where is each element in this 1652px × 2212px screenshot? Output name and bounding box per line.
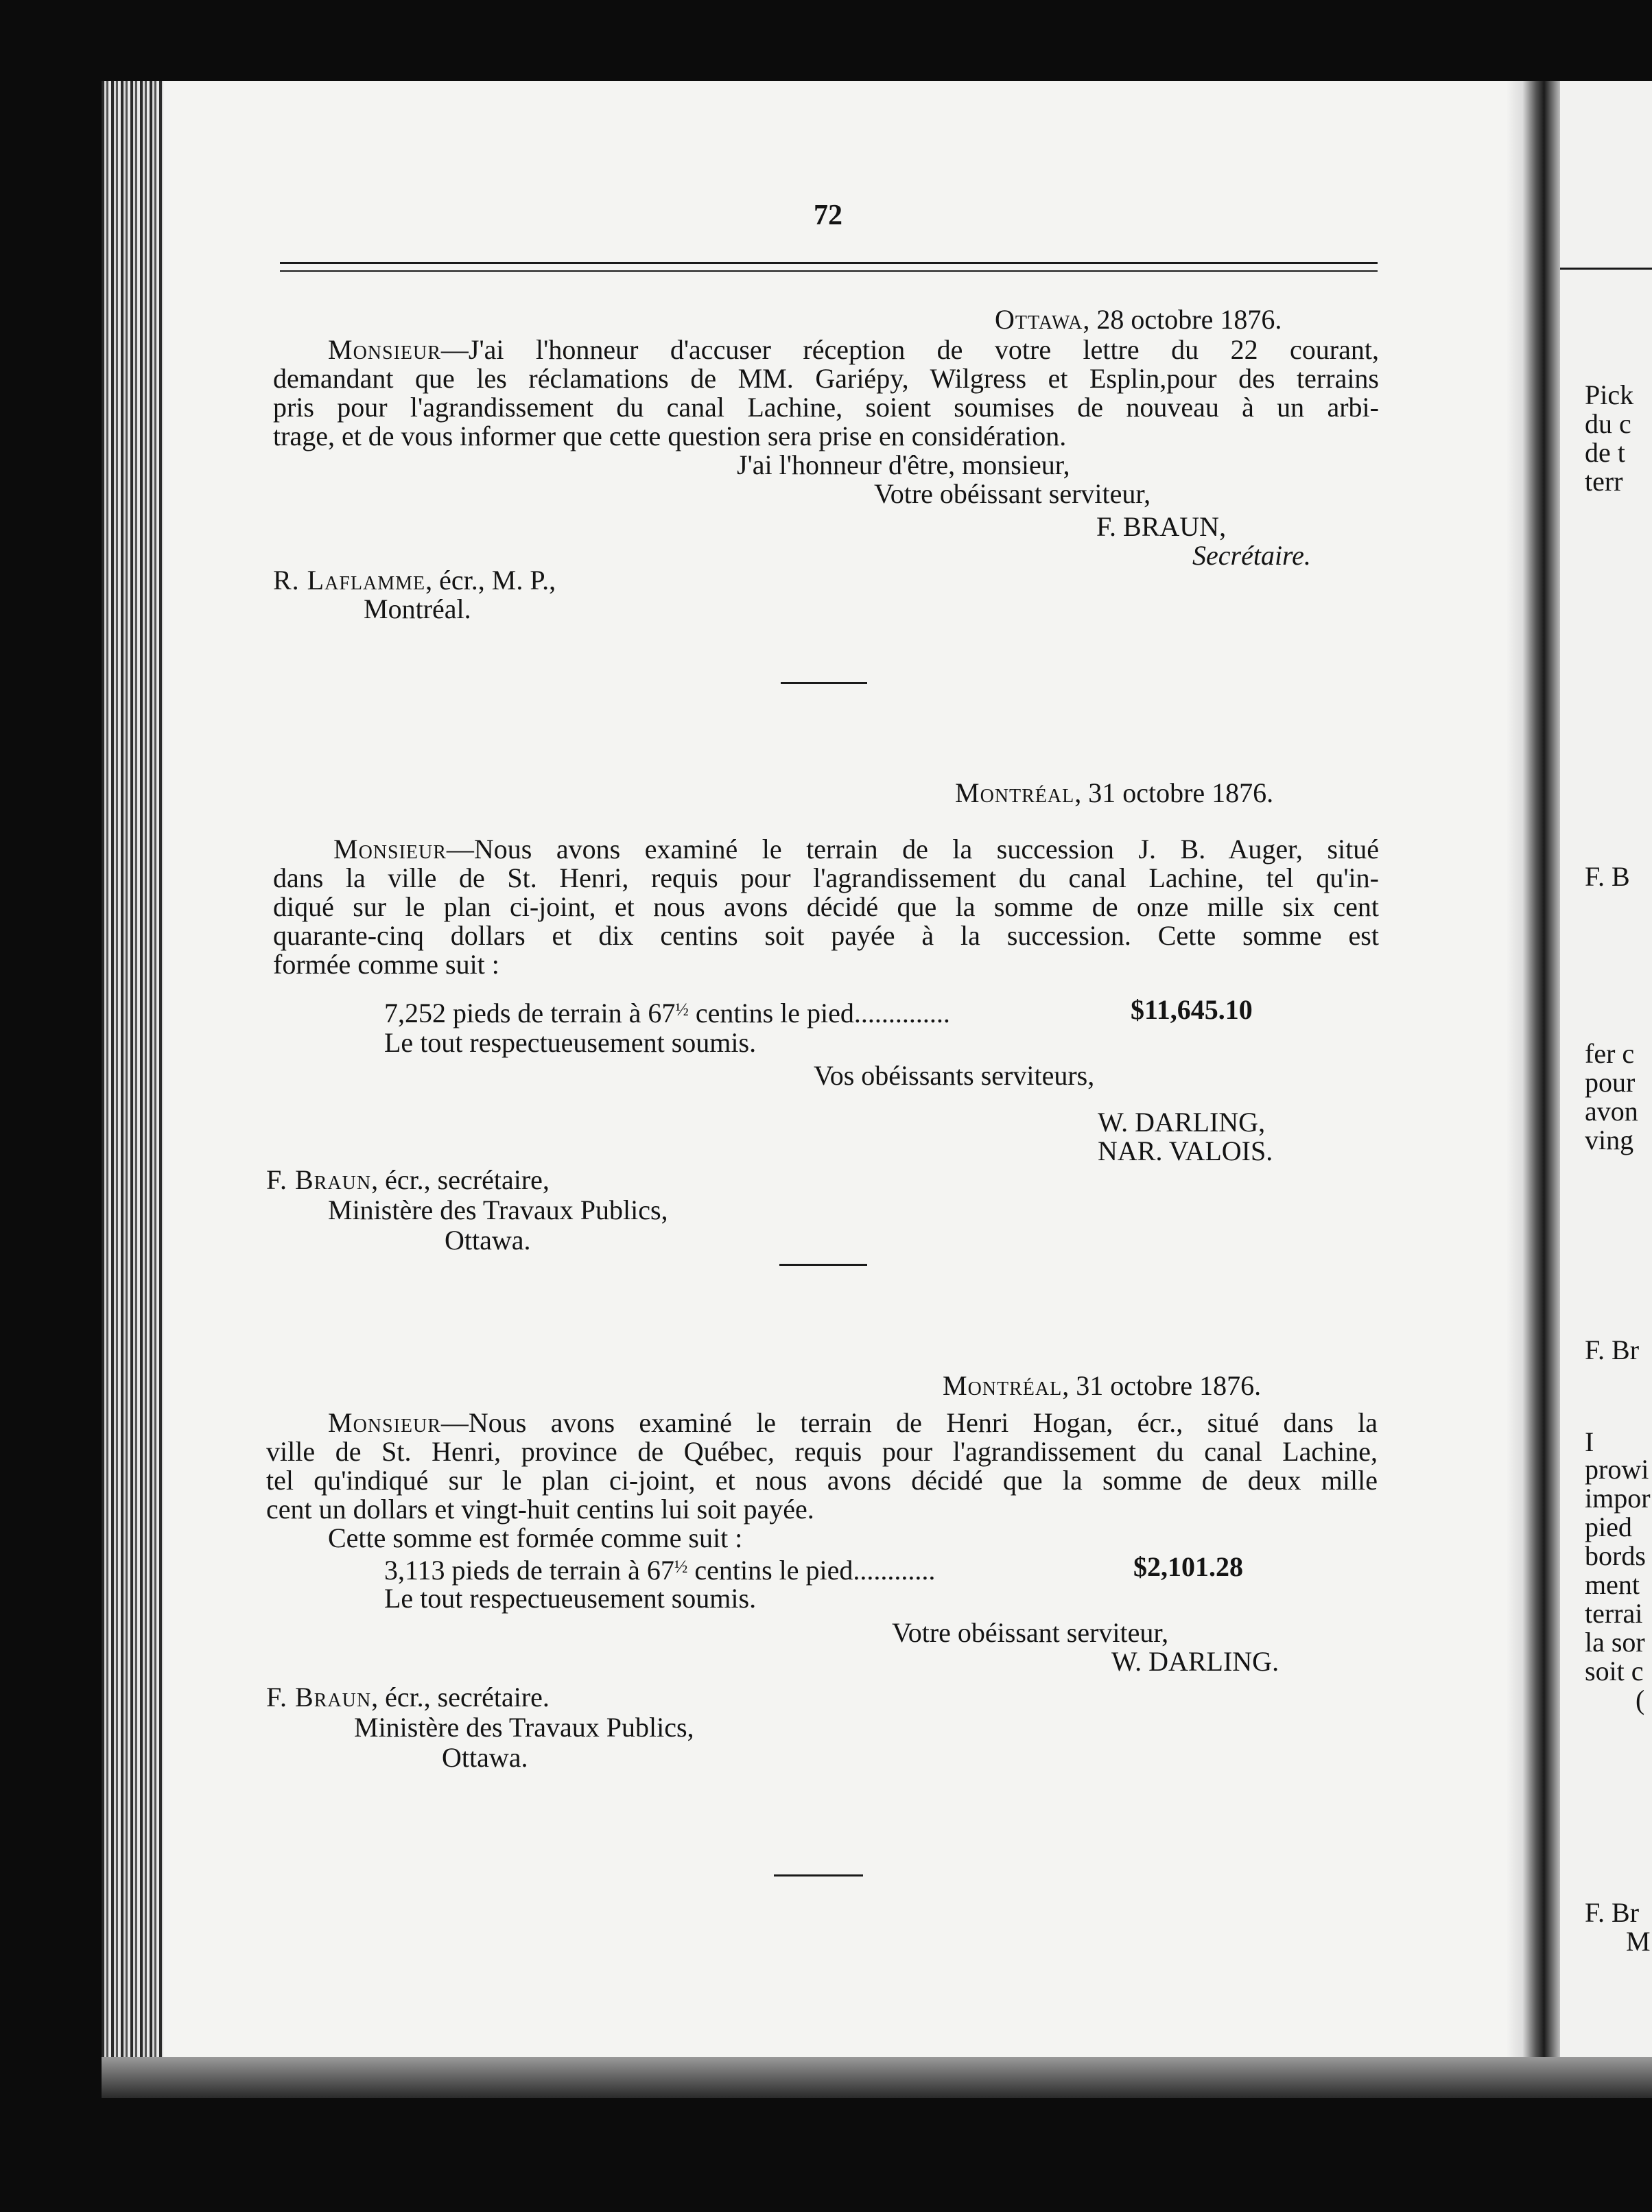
adjacent-fragment: pour bbox=[1585, 1067, 1636, 1098]
letter3-salutation: Monsieur bbox=[328, 1407, 441, 1438]
letter2-closing: Vos obéissants serviteurs, bbox=[814, 1060, 1095, 1091]
letter3-formed: Cette somme est formée comme suit : bbox=[328, 1522, 743, 1553]
adjacent-fragment: bords bbox=[1585, 1540, 1646, 1571]
adjacent-fragment: terrai bbox=[1585, 1598, 1643, 1629]
adjacent-fragment: ving bbox=[1585, 1125, 1634, 1155]
adjacent-fragment: avon bbox=[1585, 1096, 1638, 1127]
letter2-dateline bbox=[955, 778, 1273, 808]
letter3-recipient-dept: Ministère des Travaux Publics, bbox=[354, 1712, 694, 1743]
letter3-closing: Votre obéissant serviteur, bbox=[892, 1617, 1169, 1648]
adjacent-fragment: impor bbox=[1585, 1483, 1651, 1514]
letter1-closing-1: J'ai l'honneur d'être, monsieur, bbox=[737, 449, 1070, 480]
letter1-closing-2: Votre obéissant serviteur, bbox=[874, 478, 1151, 509]
letter2-line-5: formée comme suit : bbox=[273, 949, 499, 980]
letter3-signature: W. DARLING. bbox=[1111, 1646, 1279, 1677]
letter3-recipient: F. Braun, écr., secrétaire. bbox=[266, 1682, 550, 1713]
letter3-line-3: tel qu'indiqué sur le plan ci-joint, et nous avons décidé que la somme de deux mille bbox=[266, 1465, 1378, 1496]
letter1-place: Ottawa bbox=[995, 304, 1083, 335]
book-gutter bbox=[1507, 81, 1560, 2057]
adjacent-page bbox=[1560, 81, 1652, 2057]
letter1-signature-title: Secrétaire. bbox=[1192, 540, 1311, 571]
letter3-item-amount: $2,101.28 bbox=[1133, 1551, 1243, 1582]
letter1-recipient-city: Montréal. bbox=[364, 593, 471, 624]
adjacent-fragment: fer c bbox=[1585, 1038, 1635, 1069]
adjacent-fragment: terr bbox=[1585, 466, 1623, 497]
letter1-line-3: pris pour l'agrandissement du canal Lachine, soient soumises de nouveau à un arbi- bbox=[273, 392, 1379, 423]
adjacent-fragment: F. Br bbox=[1585, 1897, 1640, 1928]
letter2-line-1: Monsieur—Nous avons examiné le terrain de la succession J. B. Auger, situé bbox=[333, 834, 1379, 864]
letter2-line-3: diqué sur le plan ci-joint, et nous avons décidé que la somme de onze mille six cent bbox=[273, 891, 1379, 922]
letter2-recipient-dept: Ministère des Travaux Publics, bbox=[328, 1195, 668, 1225]
letter2-salutation: Monsieur bbox=[333, 834, 447, 864]
letter3-place: Montréal bbox=[943, 1370, 1063, 1401]
separator-rule-3 bbox=[774, 1874, 863, 1876]
letter3-line-1: Monsieur—Nous avons examiné le terrain de Henri Hogan, écr., situé dans la bbox=[328, 1407, 1378, 1438]
adjacent-page-rule bbox=[1560, 268, 1652, 270]
adjacent-fragment: ment bbox=[1585, 1569, 1640, 1600]
letter2-place: Montréal bbox=[955, 777, 1075, 808]
letter2-recipient: F. Braun, écr., secrétaire, bbox=[266, 1164, 550, 1195]
letter1-line-1: Monsieur—J'ai l'honneur d'accuser réception de votre lettre du 22 courant, bbox=[328, 334, 1379, 365]
adjacent-fragment: soit c bbox=[1585, 1656, 1644, 1686]
letter2-recipient-city: Ottawa. bbox=[445, 1225, 531, 1256]
letter2-date: , 31 octobre 1876. bbox=[1074, 777, 1274, 808]
separator-rule-2 bbox=[779, 1264, 867, 1266]
document-page bbox=[163, 81, 1507, 2057]
letter2-item-amount: $11,645.10 bbox=[1131, 994, 1253, 1025]
letter1-salutation: Monsieur bbox=[328, 334, 441, 365]
adjacent-fragment: F. Br bbox=[1585, 1334, 1640, 1365]
letter3-date: , 31 octobre 1876. bbox=[1062, 1370, 1262, 1401]
letter2-line-2: dans la ville de St. Henri, requis pour l'agrandissement du canal Lachine, tel qu'in- bbox=[273, 862, 1379, 893]
header-rule-bottom bbox=[280, 270, 1378, 272]
scanner-bottom-edge bbox=[102, 2057, 1652, 2098]
separator-rule-1 bbox=[781, 682, 867, 684]
letter2-recipient-name: F. Braun bbox=[266, 1164, 372, 1195]
adjacent-fragment: pied bbox=[1585, 1511, 1632, 1542]
letter2-line-4: quarante-cinq dollars et dix centins soit payée à la succession. Cette somme est bbox=[273, 920, 1379, 951]
adjacent-fragment: de t bbox=[1585, 437, 1625, 468]
adjacent-fragment: M bbox=[1626, 1926, 1651, 1957]
letter1-line-2: demandant que les réclamations de MM. Gariépy, Wilgress et Esplin,pour des terrains bbox=[273, 363, 1379, 394]
adjacent-fragment: ( bbox=[1636, 1684, 1645, 1715]
header-rule-top bbox=[280, 262, 1378, 264]
adjacent-fragment: I bbox=[1585, 1426, 1594, 1457]
page-number: 72 bbox=[814, 200, 842, 231]
letter1-recipient-name: R. Laflamme bbox=[273, 565, 426, 596]
letter3-recipient-city: Ottawa. bbox=[442, 1742, 528, 1773]
book-binding-edge bbox=[102, 81, 165, 2057]
letter3-item: 3,113 pieds de terrain à $67^{\frac{1}{2}}$ centins le pied............ bbox=[384, 1555, 936, 1586]
letter2-respect: Le tout respectueusement soumis. bbox=[384, 1027, 757, 1058]
letter1-line-4: trage, et de vous informer que cette question sera prise en considération. bbox=[273, 421, 1067, 451]
adjacent-fragment: la sor bbox=[1585, 1627, 1645, 1658]
letter3-line-4: cent un dollars et vingt-huit centins lui soit payée. bbox=[266, 1494, 814, 1525]
adjacent-fragment: du c bbox=[1585, 408, 1631, 439]
letter3-item-fraction: ½ bbox=[674, 1557, 688, 1577]
adjacent-fragment: prowi bbox=[1585, 1454, 1649, 1485]
letter1-date: , 28 octobre 1876. bbox=[1083, 304, 1282, 335]
letter2-signature-1: W. DARLING, bbox=[1098, 1107, 1266, 1138]
letter2-signature-2: NAR. VALOIS. bbox=[1098, 1136, 1273, 1166]
adjacent-fragment: Pick bbox=[1585, 379, 1634, 410]
letter3-recipient-name: F. Braun bbox=[266, 1682, 372, 1713]
letter2-item: 7,252 pieds de terrain à $67^{\frac{1}{2}}$ centins le pied.............. bbox=[384, 998, 950, 1028]
letter3-respect: Le tout respectueusement soumis. bbox=[384, 1583, 757, 1614]
letter3-line-2: ville de St. Henri, province de Québec, requis pour l'agrandissement du canal Lachine, bbox=[266, 1436, 1378, 1467]
letter2-item-fraction: ½ bbox=[675, 1000, 689, 1020]
letter1-dateline bbox=[995, 305, 1282, 335]
letter3-dateline bbox=[943, 1371, 1261, 1401]
adjacent-fragment: F. B bbox=[1585, 861, 1630, 892]
letter1-signature: F. BRAUN, bbox=[1096, 511, 1227, 542]
letter1-recipient: R. Laflamme, écr., M. P., bbox=[273, 565, 556, 596]
